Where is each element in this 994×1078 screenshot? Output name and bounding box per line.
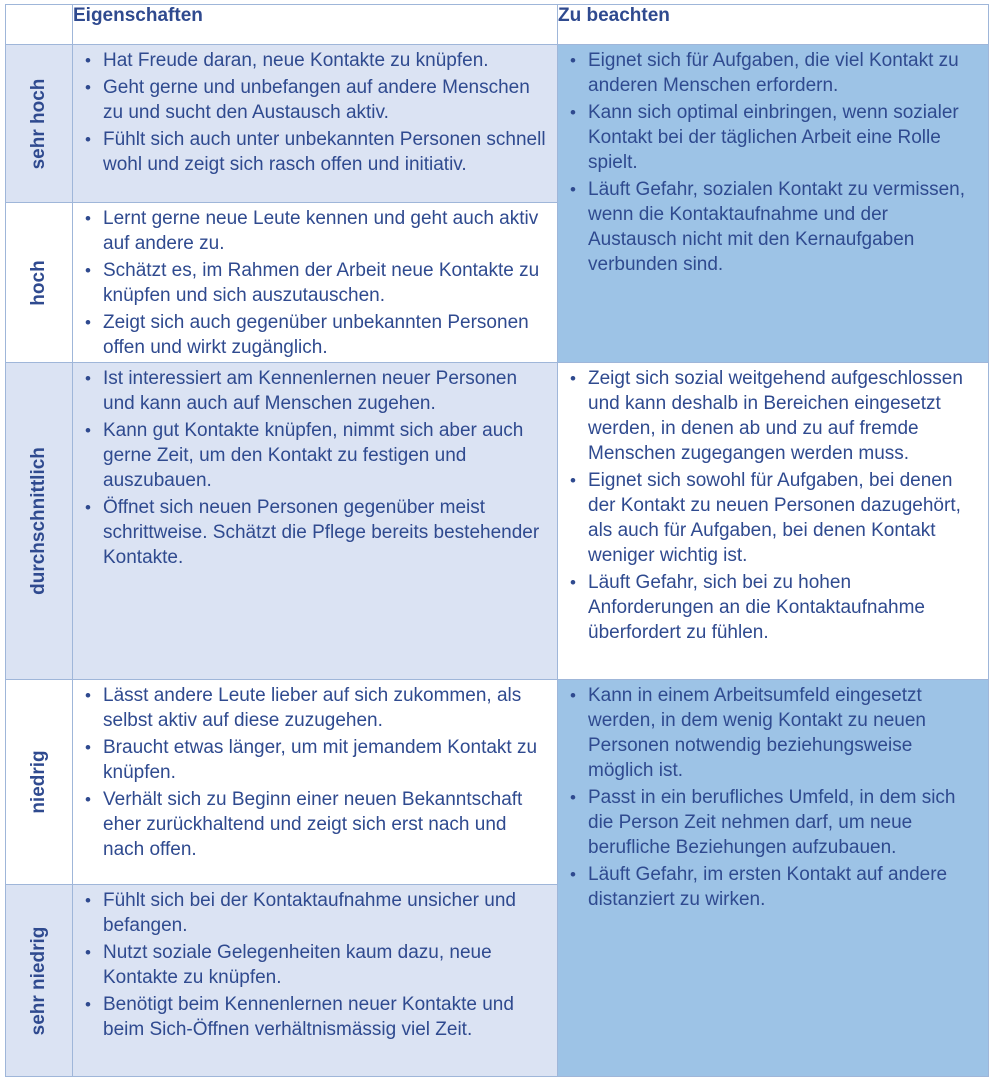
eigenschaften-cell	[73, 45, 558, 203]
list-item: • Läuft Gefahr, sozialen Kontakt zu vermissen, wenn die Kontaktaufnahme und der Austausch nicht mit den Kernaufgaben verbunden sind.	[568, 177, 980, 277]
list-item: • Zeigt sich sozial weitgehend aufgeschlossen und kann deshalb in Bereichen eingesetzt werden, in denen ab und zu auf fremde Menschen zugegangen werden muss.	[568, 366, 980, 466]
list-item: • Fühlt sich bei der Kontaktaufnahme unsicher und befangen.	[83, 888, 549, 938]
zu-beachten-cell	[558, 363, 989, 680]
list-item: • Verhält sich zu Beginn einer neuen Bekanntschaft eher zurückhaltend und zeigt sich erst nach und nach offen.	[83, 787, 549, 862]
kontakt-table	[5, 4, 989, 1077]
level-label: durchschnittlich	[28, 447, 49, 595]
level-cell	[6, 885, 73, 1077]
list-item: • Zeigt sich auch gegenüber unbekannten Personen offen und wirkt zugänglich.	[83, 310, 549, 360]
level-cell	[6, 680, 73, 885]
list-item: • Lässt andere Leute lieber auf sich zukommen, als selbst aktiv auf diese zuzugehen.	[83, 683, 549, 733]
level-label: niedrig	[28, 750, 49, 814]
list-item: • Lernt gerne neue Leute kennen und geht auch aktiv auf andere zu.	[83, 206, 549, 256]
list-item: • Geht gerne und unbefangen auf andere Menschen zu und sucht den Austausch aktiv.	[83, 75, 549, 125]
level-label: sehr hoch	[28, 78, 49, 169]
list-item: • Eignet sich für Aufgaben, die viel Kontakt zu anderen Menschen erfordern.	[568, 48, 980, 98]
level-cell	[6, 363, 73, 680]
list-item: • Ist interessiert am Kennenlernen neuer Personen und kann auch auf Menschen zugehen.	[83, 366, 549, 416]
header-row	[6, 5, 989, 45]
row-sehr-hoch	[6, 45, 989, 203]
list-item: • Öffnet sich neuen Personen gegenüber meist schrittweise. Schätzt die Pflege bereits bestehender Kontakte.	[83, 495, 549, 570]
header-eigenschaften: Eigenschaften	[73, 5, 558, 45]
header-corner-cell	[6, 5, 73, 45]
list-item: • Passt in ein berufliches Umfeld, in dem sich die Person Zeit nehmen darf, um neue berufliche Beziehungen aufzubauen.	[568, 785, 980, 860]
level-label: hoch	[28, 259, 49, 306]
list-item: • Läuft Gefahr, sich bei zu hohen Anforderungen an die Kontaktaufnahme überfordert zu fühlen.	[568, 570, 980, 645]
row-niedrig	[6, 680, 989, 885]
list-item: • Fühlt sich auch unter unbekannten Personen schnell wohl und zeigt sich rasch offen und initiativ.	[83, 127, 549, 177]
level-cell	[6, 203, 73, 363]
list-item: • Nutzt soziale Gelegenheiten kaum dazu, neue Kontakte zu knüpfen.	[83, 940, 549, 990]
list-item: • Eignet sich sowohl für Aufgaben, bei denen der Kontakt zu neuen Personen dazugehört, als auch für Aufgaben, bei denen Kontakt weniger wichtig ist.	[568, 468, 980, 568]
zu-beachten-cell	[558, 680, 989, 1077]
list-item: • Schätzt es, im Rahmen der Arbeit neue Kontakte zu knüpfen und sich auszutauschen.	[83, 258, 549, 308]
eigenschaften-cell	[73, 363, 558, 680]
list-item: • Kann sich optimal einbringen, wenn sozialer Kontakt bei der täglichen Arbeit eine Rolle spielt.	[568, 100, 980, 175]
level-label: sehr niedrig	[28, 926, 49, 1035]
eigenschaften-cell	[73, 885, 558, 1077]
list-item: • Braucht etwas länger, um mit jemandem Kontakt zu knüpfen.	[83, 735, 549, 785]
list-item: • Hat Freude daran, neue Kontakte zu knüpfen.	[83, 48, 549, 73]
list-item: • Benötigt beim Kennenlernen neuer Kontakte und beim Sich-Öffnen verhältnismässig viel Zeit.	[83, 992, 549, 1042]
level-cell	[6, 45, 73, 203]
list-item: • Kann gut Kontakte knüpfen, nimmt sich aber auch gerne Zeit, um den Kontakt zu festigen und auszubauen.	[83, 418, 549, 493]
eigenschaften-cell	[73, 203, 558, 363]
list-item: • Kann in einem Arbeitsumfeld eingesetzt werden, in dem wenig Kontakt zu neuen Personen notwendig beziehungsweise möglich ist.	[568, 683, 980, 783]
row-durchschnittlich	[6, 363, 989, 680]
zu-beachten-cell	[558, 45, 989, 363]
header-zu-beachten: Zu beachten	[558, 5, 989, 45]
eigenschaften-cell	[73, 680, 558, 885]
list-item: • Läuft Gefahr, im ersten Kontakt auf andere distanziert zu wirken.	[568, 862, 980, 912]
